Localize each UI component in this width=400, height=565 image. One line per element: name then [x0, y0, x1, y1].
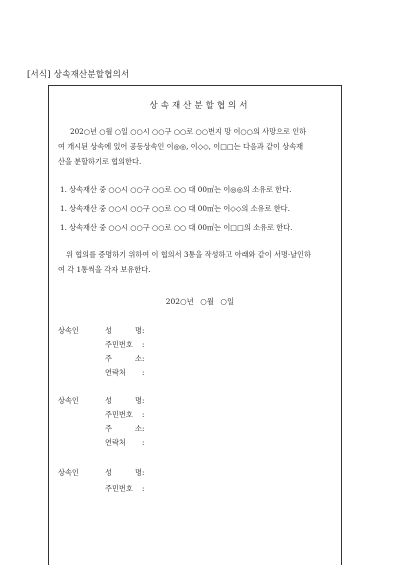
- contact-label: 연락처: [105, 438, 126, 447]
- colon: :: [142, 424, 145, 433]
- intro-paragraph: [58, 124, 334, 169]
- colon: :: [142, 468, 145, 477]
- intro-line: 산을 분할하기로 협의한다.: [58, 157, 142, 166]
- division-item: 1. 상속재산 중 ○○시 ○○구 ○○로 ○○ 대 00㎡는 이□□의 소유로 한다.: [60, 223, 293, 232]
- closing-paragraph: [58, 247, 334, 277]
- intro-line: 202○년 ○월 ○일 ○○시 ○○구 ○○로 ○○번지 망 이○○의 사망으로 인하: [70, 127, 307, 136]
- colon: :: [142, 438, 145, 447]
- resident-number-label: 주민번호: [105, 484, 133, 493]
- colon: :: [142, 484, 145, 493]
- heir-label: 상속인: [58, 396, 79, 405]
- name-label: 성 명: [105, 468, 142, 477]
- resident-number-label: 주민번호: [105, 410, 133, 419]
- colon: :: [142, 368, 145, 377]
- heir-label: 상속인: [58, 326, 79, 335]
- division-item: 1. 상속재산 중 ○○시 ○○구 ○○로 ○○ 대 00㎡는 이◇◇의 소유로 한다.: [60, 204, 290, 213]
- colon: :: [142, 354, 145, 363]
- closing-line: 위 협의를 증명하기 위하여 이 협의서 3통을 작성하고 아래와 같이 서명·날인하: [66, 250, 311, 259]
- agreement-date: 202○년 ○월 ○일: [165, 297, 235, 306]
- colon: :: [142, 396, 145, 405]
- contact-label: 연락처: [105, 368, 126, 377]
- address-label: 주 소: [105, 424, 142, 433]
- colon: :: [142, 340, 145, 349]
- intro-line: 여 개시된 상속에 있어 공동상속인 이◎◎, 이◇◇, 이□□는 다음과 같이 상속재: [58, 142, 304, 151]
- form-label: [서식] 상속재산분할협의서: [27, 70, 130, 80]
- colon: :: [142, 326, 145, 335]
- document-title: 상속재산분할협의서: [149, 101, 251, 111]
- name-label: 성 명: [105, 396, 142, 405]
- name-label: 성 명: [105, 326, 142, 335]
- heir-label: 상속인: [58, 468, 79, 477]
- resident-number-label: 주민번호: [105, 340, 133, 349]
- address-label: 주 소: [105, 354, 142, 363]
- colon: :: [142, 410, 145, 419]
- closing-line: 여 각 1통씩을 각자 보유한다.: [58, 265, 151, 274]
- division-item: 1. 상속재산 중 ○○시 ○○구 ○○로 ○○ 대 00㎡는 이◎◎의 소유로 한다.: [60, 185, 292, 194]
